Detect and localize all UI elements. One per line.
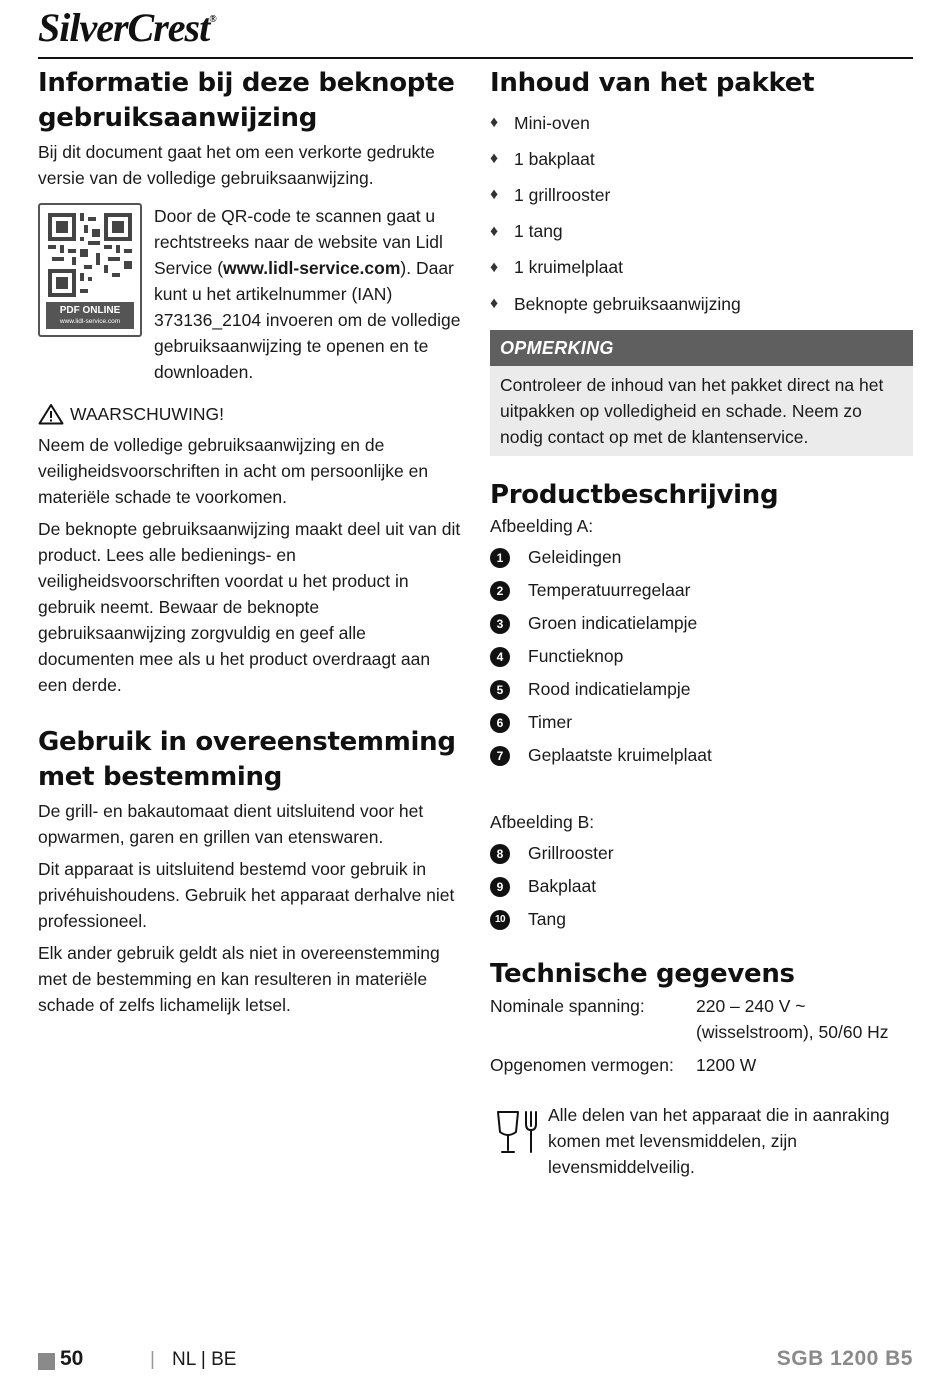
voltage-value-1: 220 – 240 V ~ [696,996,806,1017]
list-item-label: Timer [528,712,573,733]
list-item-label: Temperatuurregelaar [528,580,691,601]
food-safe-note [490,1102,913,1192]
use-paragraph-3: Elk ander gebruik geldt als niet in overeenstemming met de bestemming en kan resulteren in materiële schade of zelfs lichamelijk letsel. [38,943,440,1015]
power-value: 1200 W [696,1055,757,1076]
brand-logo [38,4,216,51]
list-item-label: Functieknop [528,646,624,667]
note-body [490,366,913,456]
warning-label: WAARSCHUWING! [70,404,224,424]
number-badge: 4 [490,647,510,667]
power-label: Opgenomen vermogen: [490,1055,674,1076]
warning-text: Neem de volledige gebruiksaanwijzing en de veiligheidsvoorschriften in acht om persoonlijke en materiële schade te voorkomen. [38,435,429,507]
page-number: 50 [60,1347,84,1370]
note-text: Controleer de inhoud van het pakket direct na het uitpakken op volledigheid en schade. Neem zo nodig contact op met de klantenservice. [500,375,884,448]
list-item-label: Tang [528,909,566,930]
list-item-label: Mini-oven [514,112,590,133]
list-item [490,903,913,936]
voltage-value-2: (wisselstroom), 50/60 Hz [696,1022,889,1043]
tech-spec-table [490,993,913,1078]
page-marker-square [38,1353,55,1370]
warning-triangle-icon [38,403,64,425]
list-item [490,214,913,250]
info-intro: Bij dit document gaat het om een verkorte gedrukte versie van de volledige gebruiksaanwijzing. [38,142,435,188]
list-item-label: Rood indicatielampje [528,679,691,700]
warning-text-2: De beknopte gebruiksaanwijzing maakt deel uit van dit product. Lees alle bedienings- en veiligheidsvoorschriften voordat u het product in gebruik neemt. Bewaar de beknopte gebruiksaanwijzing zorgvuldig en geef alle documenten mee als u het product overdraagt aan een derde. [38,519,461,695]
figure-b-label: Afbeelding B: [490,812,595,833]
number-badge: 9 [490,877,510,897]
list-item [490,673,913,706]
qr-text-2: ). Daar kunt u het artikelnummer (IAN) 373136_2104 invoeren om de volledige gebruiksaanwijzing te openen en te downloaden. [154,258,461,382]
qr-code[interactable] [38,203,142,337]
model-number: SGB 1200 B5 [776,1347,913,1370]
list-item [490,286,913,322]
list-item-label: 1 kruimelplaat [514,257,623,278]
package-list [490,105,913,322]
number-badge: 5 [490,680,510,700]
footer-separator: | [150,1349,155,1370]
list-item-label: Bakplaat [528,876,597,897]
warning-heading [38,401,462,427]
use-paragraph-1: De grill- en bakautomaat dient uitsluitend voor het opwarmen, garen en grillen van etenswaren. [38,801,424,847]
list-item [490,640,913,673]
info-heading: Informatie bij deze beknopte gebruiksaanwijzing [38,68,455,133]
qr-block [38,203,462,389]
diamond-bullet-icon: ♦ [490,222,499,240]
list-item-label: 1 tang [514,221,563,242]
list-item [490,837,913,870]
number-badge: 2 [490,581,510,601]
diamond-bullet-icon: ♦ [490,114,499,132]
list-item [490,105,913,141]
diamond-bullet-icon: ♦ [490,295,499,313]
figure-b-list [490,837,913,936]
qr-label-url: www.lidl-service.com [59,318,121,325]
list-item [490,177,913,213]
number-badge: 1 [490,548,510,568]
note-box [490,330,913,456]
number-badge: 8 [490,844,510,864]
food-safe-text: Alle delen van het apparaat die in aanraking komen met levensmiddelen, zijn levensmiddelveilig. [548,1105,890,1178]
list-item-label: Grillrooster [528,843,614,864]
qr-label [46,302,134,329]
right-column [490,66,913,1192]
list-item [490,607,913,640]
brand-registered-mark: ® [209,14,216,25]
figure-a-label: Afbeelding A: [490,516,594,537]
note-title: OPMERKING [490,330,913,366]
use-paragraph-2: Dit apparaat is uitsluitend bestemd voor gebruik in privéhuishoudens. Gebruik het apparaat derhalve niet professioneel. [38,859,455,931]
list-item [490,541,913,574]
list-item-label: 1 grillrooster [514,184,611,205]
list-item-label: Groen indicatielampje [528,613,698,634]
figure-a-list [490,541,913,772]
list-item [490,250,913,286]
qr-description [154,203,464,385]
number-badge: 6 [490,713,510,733]
list-item [490,739,913,772]
diamond-bullet-icon: ♦ [490,258,499,276]
package-heading: Inhoud van het pakket [490,68,815,98]
qr-text-1: Door de QR-code te scannen gaat u rechtstreeks naar de website van Lidl Service ( [154,206,443,278]
list-item-label: Beknopte gebruiksaanwijzing [514,293,741,314]
list-item-label: Geplaatste kruimelplaat [528,745,712,766]
left-column [38,66,462,1018]
tech-heading: Technische gegevens [490,959,795,990]
brand-name: SilverCrest [38,5,210,50]
list-item-label: 1 bakplaat [514,148,595,169]
list-item [490,574,913,607]
use-heading: Gebruik in overeenstemming met bestemming [38,727,456,792]
number-badge: 10 [490,910,510,930]
number-badge: 3 [490,614,510,634]
product-heading: Productbeschrijving [490,480,779,511]
voltage-label: Nominale spanning: [490,996,645,1017]
language-label: NL | BE [172,1349,237,1370]
food-safe-glass-fork-icon [494,1108,542,1156]
number-badge: 7 [490,746,510,766]
page-footer [38,1346,913,1376]
list-item [490,706,913,739]
list-item [490,870,913,903]
list-item [490,141,913,177]
header-rule [38,57,913,59]
list-item-label: Geleidingen [528,547,622,568]
qr-code-icon [48,212,132,298]
qr-label-title: PDF ONLINE [59,305,121,316]
lidl-service-link[interactable]: www.lidl-service.com [223,258,401,278]
diamond-bullet-icon: ♦ [490,186,499,204]
diamond-bullet-icon: ♦ [490,150,499,168]
